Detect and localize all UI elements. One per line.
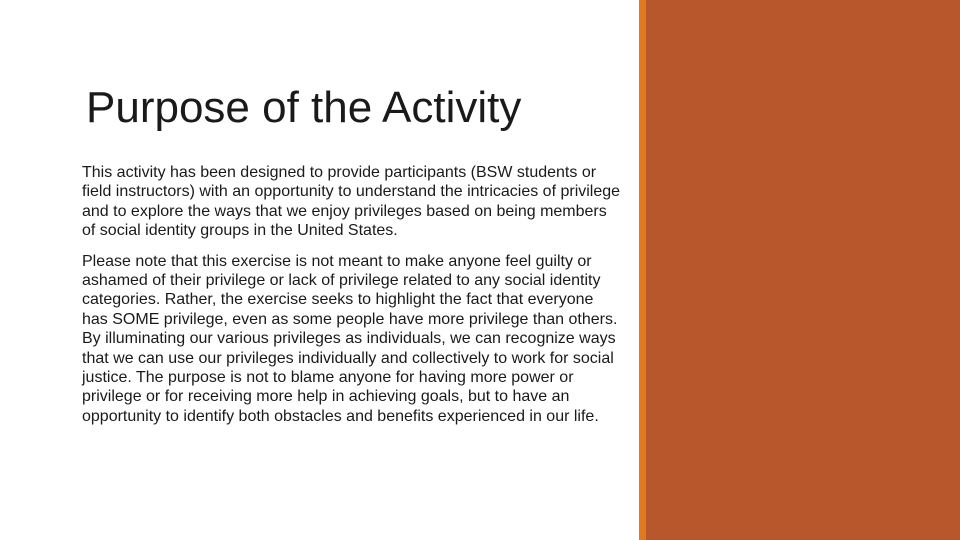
slide-body <box>82 163 622 437</box>
paragraph-purpose: This activity has been designed to provide participants (BSW students or field instructors) with an opportunity to understand the intricacies of privilege and to explore the ways that we enjoy privileges based on being members of social identity groups in the United States. <box>82 164 621 240</box>
side-panel <box>646 0 960 540</box>
slide-title: Purpose of the Activity <box>86 83 522 132</box>
paragraph-note: Please note that this exercise is not meant to make anyone feel guilty or ashamed of their privilege or lack of privilege related to any social identity categories. Rather, the exercise seeks to highlight the fact that everyone has SOME privilege, even as some people have more privilege than others. By illuminating our various privileges as individuals, we can recognize ways that we can use our privileges individually and collectively to work for social justice. The purpose is not to blame anyone for having more power or privilege or for receiving more help in achieving goals, but to have an opportunity to identify both obstacles and benefits experienced in our life. <box>82 252 618 425</box>
accent-stripe <box>639 0 646 540</box>
